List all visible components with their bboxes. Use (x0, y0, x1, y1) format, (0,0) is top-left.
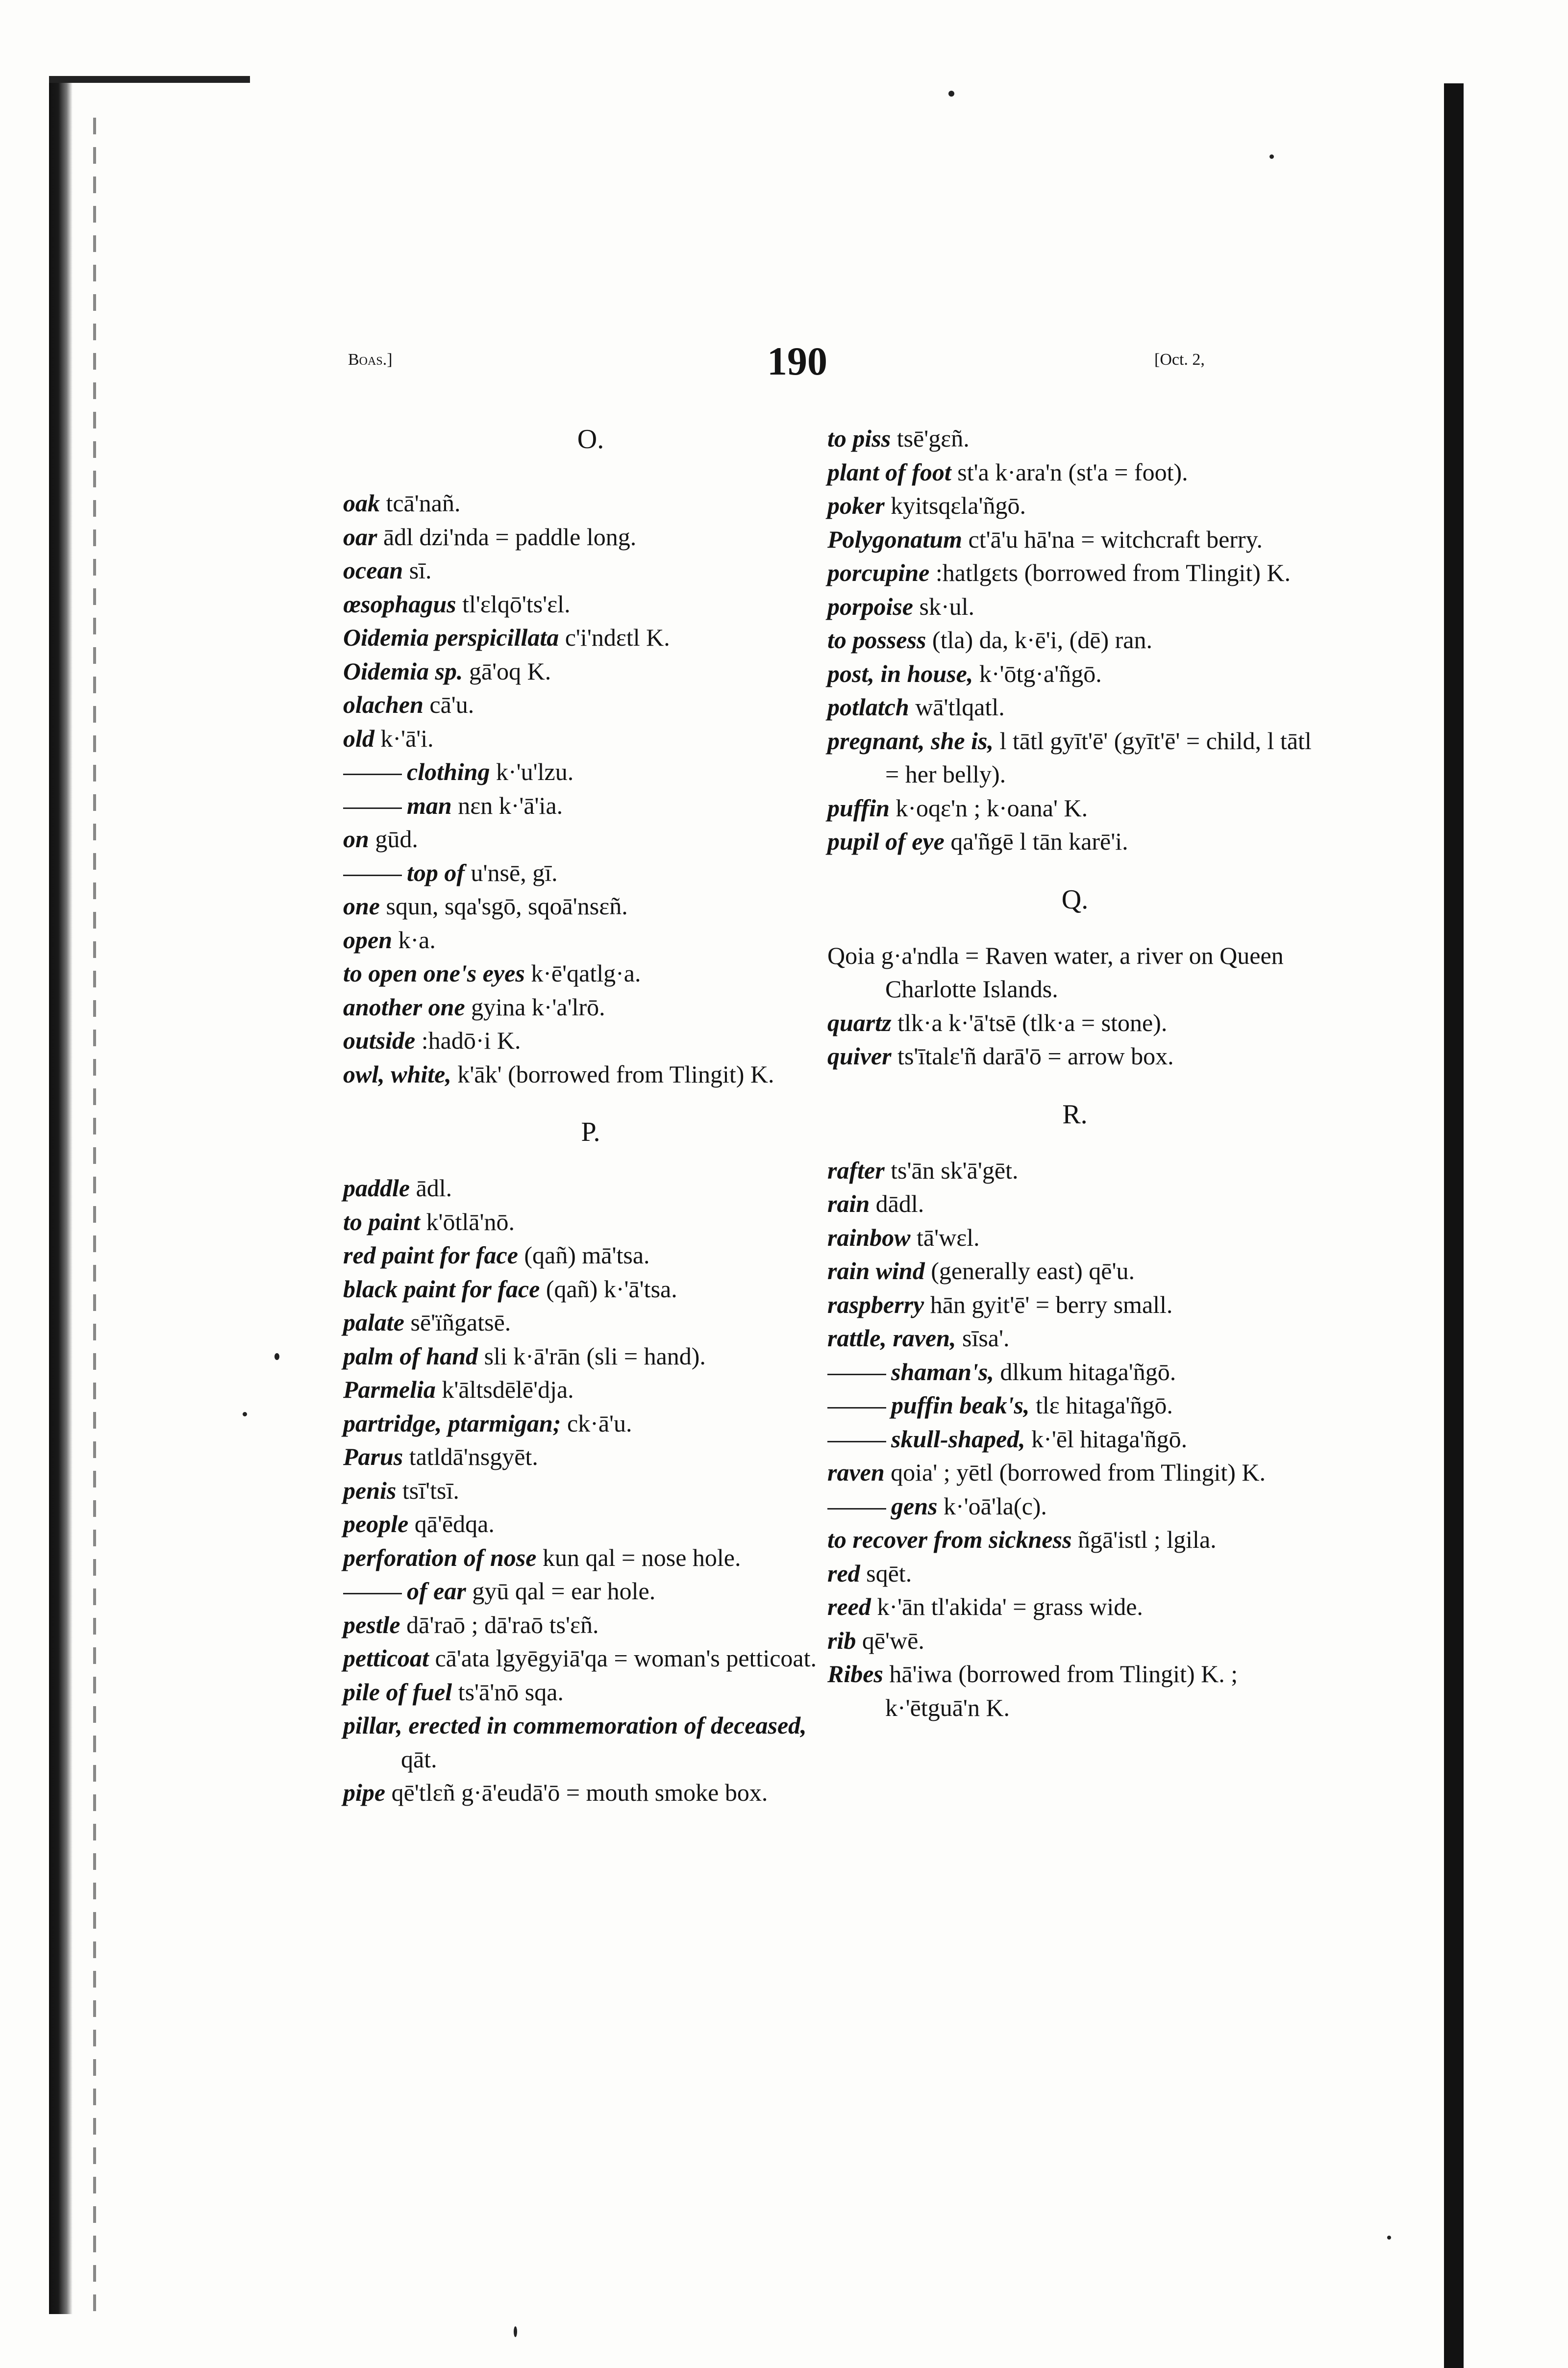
entry-gloss: dlkum hitaga'ñgō. (994, 1358, 1176, 1386)
entry-headword: palate (343, 1309, 404, 1336)
dictionary-entry (343, 1373, 838, 1407)
entry-gloss: k·'ān tl'akida' = grass wide. (871, 1593, 1143, 1620)
dictionary-entry (343, 1776, 838, 1810)
entry-gloss: sī. (403, 556, 432, 584)
dictionary-entry (343, 520, 838, 554)
entry-headword: rainbow (827, 1223, 911, 1251)
entry-headword: owl, white, (343, 1060, 451, 1088)
entry-gloss: k·'ēl hitaga'ñgō. (1025, 1425, 1188, 1453)
repeat-headword-dash (343, 1593, 402, 1594)
entry-headword: red (827, 1559, 860, 1587)
entry-gloss: sē'ïñgatsē. (404, 1309, 511, 1336)
entry-headword: red paint for face (343, 1241, 518, 1269)
entry-headword: rain wind (827, 1257, 925, 1285)
entry-headword: skull-shaped, (891, 1425, 1025, 1453)
dictionary-entry (343, 621, 838, 655)
entry-gloss: tatldā'nsgyēt. (403, 1443, 538, 1470)
entry-headword: rain (827, 1190, 870, 1217)
entry-gloss: ck·ā'u. (561, 1409, 632, 1437)
dictionary-entry (343, 1440, 838, 1474)
entry-gloss: squn, sqa'sgō, sqoā'nsɛñ. (380, 892, 628, 920)
entry-gloss: tl'ɛlqō'ts'ɛl. (456, 590, 571, 618)
entry-headword: pregnant, she is, (827, 727, 994, 755)
entry-gloss: hān gyit'ē' = berry small. (924, 1290, 1173, 1318)
dictionary-entry (343, 655, 838, 688)
entry-headword: shaman's, (891, 1358, 994, 1386)
dictionary-subentry (343, 856, 838, 890)
dictionary-entry (343, 1339, 838, 1373)
entry-gloss: tlɛ hitaga'ñgō. (1029, 1391, 1173, 1419)
dictionary-subentry (827, 1388, 1322, 1422)
entry-headword: reed (827, 1593, 871, 1620)
entry-gloss: ts'ā'nō sqa. (452, 1678, 564, 1706)
dictionary-entry (343, 822, 838, 856)
entry-gloss: c'i'ndɛtl K. (559, 624, 670, 651)
entry-headword: porcupine (827, 559, 930, 586)
entry-gloss: ts'ān sk'ā'gēt. (884, 1156, 1019, 1184)
dictionary-entry (827, 1039, 1322, 1073)
entry-gloss: :hadō·i K. (415, 1027, 521, 1054)
entry-gloss: ādl. (410, 1174, 452, 1202)
repeat-headword-dash (827, 1508, 886, 1510)
entry-gloss: cā'ata lgyēgyiā'qa = woman's petticoat. (428, 1644, 817, 1672)
entry-headword: rattle, raven, (827, 1324, 956, 1352)
dictionary-entry (827, 1456, 1322, 1489)
entry-gloss: k·a. (392, 926, 436, 954)
entry-headword: open (343, 926, 392, 954)
entry-headword: on (343, 825, 369, 853)
entry-gloss: kyitsqɛla'ñgō. (884, 492, 1026, 519)
dictionary-entry (827, 489, 1322, 523)
entry-headword: raven (827, 1459, 885, 1486)
dictionary-entry (343, 1407, 838, 1440)
entry-gloss: k·'u'lzu. (490, 758, 574, 785)
dictionary-entry (343, 1024, 838, 1058)
entry-headword: poker (827, 492, 885, 519)
entry-gloss: qa'ñgē l tān karē'i. (944, 828, 1128, 855)
entry-gloss: l tātl gyīt'ē' (gyīt'ē' = child, l tātl = her belly). (885, 727, 1312, 788)
entry-gloss: tcā'nañ. (380, 489, 461, 517)
entry-headword: pestle (343, 1611, 400, 1638)
entry-gloss: :hatlgɛts (borrowed from Tlingit) K. (929, 559, 1291, 586)
dictionary-entry (343, 1474, 838, 1508)
entry-headword: Ribes (827, 1660, 883, 1688)
entry-headword: partridge, ptarmigan; (343, 1409, 561, 1437)
entry-headword: paddle (343, 1174, 410, 1202)
entry-gloss: k'ōtlā'nō. (420, 1208, 515, 1235)
running-head-date: [Oct. 2, (1154, 351, 1205, 369)
entry-headword: gens (891, 1492, 938, 1520)
entry-gloss: wā'tlqatl. (909, 693, 1005, 721)
entry-gloss: qā'ēdqa. (408, 1510, 495, 1537)
entry-headword: one (343, 892, 380, 920)
entry-gloss: kun qal = nose hole. (536, 1543, 741, 1571)
dictionary-entry (343, 486, 838, 520)
entry-headword: penis (343, 1476, 397, 1504)
entry-gloss: k·ē'qatlg·a. (524, 959, 641, 987)
entry-gloss: qē'wē. (856, 1626, 924, 1654)
entry-gloss: qāt. (401, 1745, 437, 1773)
entry-headword: outside (343, 1027, 416, 1054)
entry-gloss: gā'oq K. (463, 657, 551, 685)
entry-headword: to paint (343, 1208, 420, 1235)
entry-gloss: hā'iwa (borrowed from Tlingit) K. ; k·'ētguā'n K. (883, 1660, 1238, 1721)
entry-gloss: k·'ōtg·a'ñgō. (973, 659, 1102, 687)
entry-headword: palm of hand (343, 1342, 478, 1370)
entry-gloss: nɛn k·'ā'ia. (451, 791, 563, 819)
dictionary-subentry (827, 1422, 1322, 1456)
dictionary-entry (827, 791, 1322, 825)
dictionary-entry (827, 590, 1322, 624)
scan-left-gutter-marks (93, 118, 96, 2314)
entry-headword: pile of fuel (343, 1678, 452, 1706)
entry-gloss: gyū qal = ear hole. (466, 1577, 656, 1605)
entry-headword: quiver (827, 1042, 892, 1070)
entry-gloss: dā'raō ; dā'raō ts'ɛñ. (400, 1611, 599, 1638)
dictionary-entry (827, 1221, 1322, 1255)
dictionary-entry (343, 688, 838, 722)
entry-headword: pillar, erected in commemoration of deceased, (343, 1712, 807, 1739)
scan-right-edge-shadow (1444, 83, 1464, 2368)
dictionary-entry (343, 957, 838, 990)
entry-gloss: sk·ul. (913, 592, 974, 620)
dictionary-subentry (827, 1355, 1322, 1389)
dictionary-entry (827, 455, 1322, 489)
scan-speck (514, 2326, 517, 2337)
scan-speck (948, 91, 954, 97)
entry-gloss: (qañ) mā'tsa. (518, 1241, 650, 1269)
right-column (827, 422, 1322, 1724)
entry-gloss: (generally east) qē'u. (924, 1257, 1135, 1285)
repeat-headword-dash (343, 807, 402, 809)
dictionary-entry (343, 554, 838, 587)
dictionary-entry (343, 1675, 838, 1709)
dictionary-entry (827, 556, 1322, 590)
entry-headword: people (343, 1510, 409, 1537)
dictionary-entry (827, 1254, 1322, 1288)
entry-headword: porpoise (827, 592, 913, 620)
running-head-author: Boas.] (348, 351, 393, 369)
dictionary-entry (343, 1641, 838, 1675)
entry-headword: Oidemia perspicillata (343, 624, 559, 651)
entry-headword: another one (343, 993, 465, 1021)
entry-gloss: dādl. (870, 1190, 924, 1217)
page-number: 190 (767, 339, 827, 383)
entry-gloss: k·'ā'i. (374, 724, 434, 752)
repeat-headword-dash (827, 1407, 886, 1409)
entry-headword: of ear (407, 1577, 466, 1605)
entry-headword: to recover from sickness (827, 1526, 1072, 1553)
entry-headword: pipe (343, 1779, 386, 1806)
entry-headword: œsophagus (343, 590, 456, 618)
dictionary-subentry (343, 1574, 838, 1608)
entry-gloss: qē'tlɛñ g·ā'eudā'ō = mouth smoke box. (385, 1779, 768, 1806)
dictionary-entry (343, 1058, 838, 1091)
entry-headword: to possess (827, 626, 926, 654)
entry-gloss: ñgā'istl ; lgila. (1071, 1526, 1217, 1553)
dictionary-entry (827, 1523, 1322, 1557)
section-letter-heading: P. (581, 1117, 600, 1147)
scan-left-edge-shadow (49, 78, 73, 2314)
dictionary-entry (343, 923, 838, 957)
entry-gloss: Qoia g·a'ndla = Raven water, a river on Queen Charlotte Islands. (827, 941, 1284, 1003)
entry-headword: Parmelia (343, 1376, 436, 1403)
entry-gloss: st'a k·ara'n (st'a = foot). (951, 458, 1188, 486)
entry-gloss: sli k·ā'rān (sli = hand). (478, 1342, 706, 1370)
dictionary-entry (827, 1154, 1322, 1187)
entry-headword: oar (343, 523, 377, 551)
entry-gloss: k·oqɛ'n ; k·oana' K. (889, 794, 1088, 822)
dictionary-entry (343, 889, 838, 923)
dictionary-entry (343, 587, 838, 621)
dictionary-entry (827, 690, 1322, 724)
entry-gloss: k·'oā'la(c). (937, 1492, 1047, 1520)
entry-headword: top of (407, 858, 465, 886)
entry-headword: to piss (827, 425, 891, 452)
entry-headword: black paint for face (343, 1275, 540, 1303)
entry-gloss: ādl dzi'nda = paddle long. (377, 523, 637, 551)
dictionary-subentry (827, 1489, 1322, 1523)
entry-headword: clothing (407, 758, 490, 785)
dictionary-entry (343, 1507, 838, 1541)
dictionary-subentry (343, 755, 838, 789)
entry-headword: rafter (827, 1156, 885, 1184)
dictionary-entry (343, 1608, 838, 1642)
repeat-headword-dash (343, 774, 402, 775)
repeat-headword-dash (827, 1441, 886, 1442)
entry-headword: raspberry (827, 1290, 924, 1318)
dictionary-entry (827, 724, 1322, 791)
dictionary-entry (827, 422, 1322, 455)
entry-gloss: ts'ītalɛ'ñ darā'ō = arrow box. (891, 1042, 1174, 1070)
scan-speck (1387, 2236, 1391, 2240)
dictionary-entry (343, 990, 838, 1024)
dictionary-entry (827, 825, 1322, 858)
scan-speck (1269, 154, 1274, 159)
dictionary-entry (827, 1557, 1322, 1590)
scan-top-left-rule (49, 76, 250, 83)
entry-headword: plant of foot (827, 458, 951, 486)
entry-headword: olachen (343, 691, 423, 718)
entry-headword: Oidemia sp. (343, 657, 463, 685)
dictionary-entry (827, 1187, 1322, 1221)
entry-gloss: (tla) da, k·ē'i, (dē) ran. (926, 626, 1152, 654)
section-letter-heading: Q. (1061, 884, 1089, 915)
dictionary-entry (827, 1006, 1322, 1040)
entry-gloss: tlk·a k·'ā'tsē (tlk·a = stone). (891, 1008, 1168, 1036)
scan-speck (243, 1412, 247, 1416)
dictionary-entry (827, 523, 1322, 556)
entry-gloss: sīsa'. (956, 1324, 1010, 1352)
entry-headword: pupil of eye (827, 828, 945, 855)
dictionary-entry (343, 1306, 838, 1339)
dictionary-entry (827, 939, 1322, 1006)
entry-gloss: sqēt. (860, 1559, 912, 1587)
entry-headword: Polygonatum (827, 525, 963, 553)
entry-headword: to open one's eyes (343, 959, 525, 987)
entry-headword: old (343, 724, 374, 752)
entry-gloss: tsē'gɛñ. (891, 425, 970, 452)
entry-headword: quartz (827, 1008, 892, 1036)
section-letter-heading: O. (577, 424, 604, 454)
entry-gloss: cā'u. (423, 691, 474, 718)
dictionary-entry (827, 1321, 1322, 1355)
entry-gloss: ct'ā'u hā'na = witchcraft berry. (962, 525, 1263, 553)
dictionary-entry (827, 657, 1322, 691)
dictionary-entry (343, 1205, 838, 1239)
entry-headword: rib (827, 1626, 856, 1654)
entry-headword: ocean (343, 556, 403, 584)
entry-gloss: k'āk' (borrowed from Tlingit) K. (451, 1060, 774, 1088)
entry-gloss: k'āltsdēlē'dja. (435, 1376, 574, 1403)
dictionary-entry (827, 1590, 1322, 1624)
entry-headword: man (407, 791, 452, 819)
scan-speck (274, 1353, 279, 1360)
dictionary-entry (827, 623, 1322, 657)
entry-gloss: tsī'tsī. (396, 1476, 459, 1504)
section-letter-heading: R. (1062, 1099, 1088, 1130)
left-column (343, 422, 838, 1810)
entry-headword: petticoat (343, 1644, 429, 1672)
entry-headword: perforation of nose (343, 1543, 537, 1571)
entry-gloss: tā'wɛl. (910, 1223, 980, 1251)
entry-headword: puffin beak's, (891, 1391, 1030, 1419)
entry-headword: Parus (343, 1443, 403, 1470)
dictionary-entry (343, 1171, 838, 1205)
dictionary-entry (343, 1272, 838, 1306)
dictionary-entry (343, 1238, 838, 1272)
entry-gloss: u'nsē, gī. (465, 858, 558, 886)
entry-headword: potlatch (827, 693, 909, 721)
entry-headword: puffin (827, 794, 890, 822)
dictionary-entry (827, 1657, 1322, 1724)
dictionary-entry (343, 1541, 838, 1575)
entry-gloss: (qañ) k·'ā'tsa. (540, 1275, 677, 1303)
dictionary-entry (343, 722, 838, 756)
repeat-headword-dash (343, 875, 402, 876)
entry-headword: oak (343, 489, 380, 517)
repeat-headword-dash (827, 1374, 886, 1375)
dictionary-entry (827, 1288, 1322, 1322)
dictionary-entry (343, 1709, 838, 1776)
dictionary-subentry (343, 789, 838, 823)
dictionary-entry (827, 1624, 1322, 1658)
entry-gloss: gyina k·'a'lrō. (465, 993, 605, 1021)
entry-headword: post, in house, (827, 659, 973, 687)
entry-gloss: gūd. (369, 825, 418, 853)
entry-gloss: qoia' ; yētl (borrowed from Tlingit) K. (884, 1459, 1266, 1486)
